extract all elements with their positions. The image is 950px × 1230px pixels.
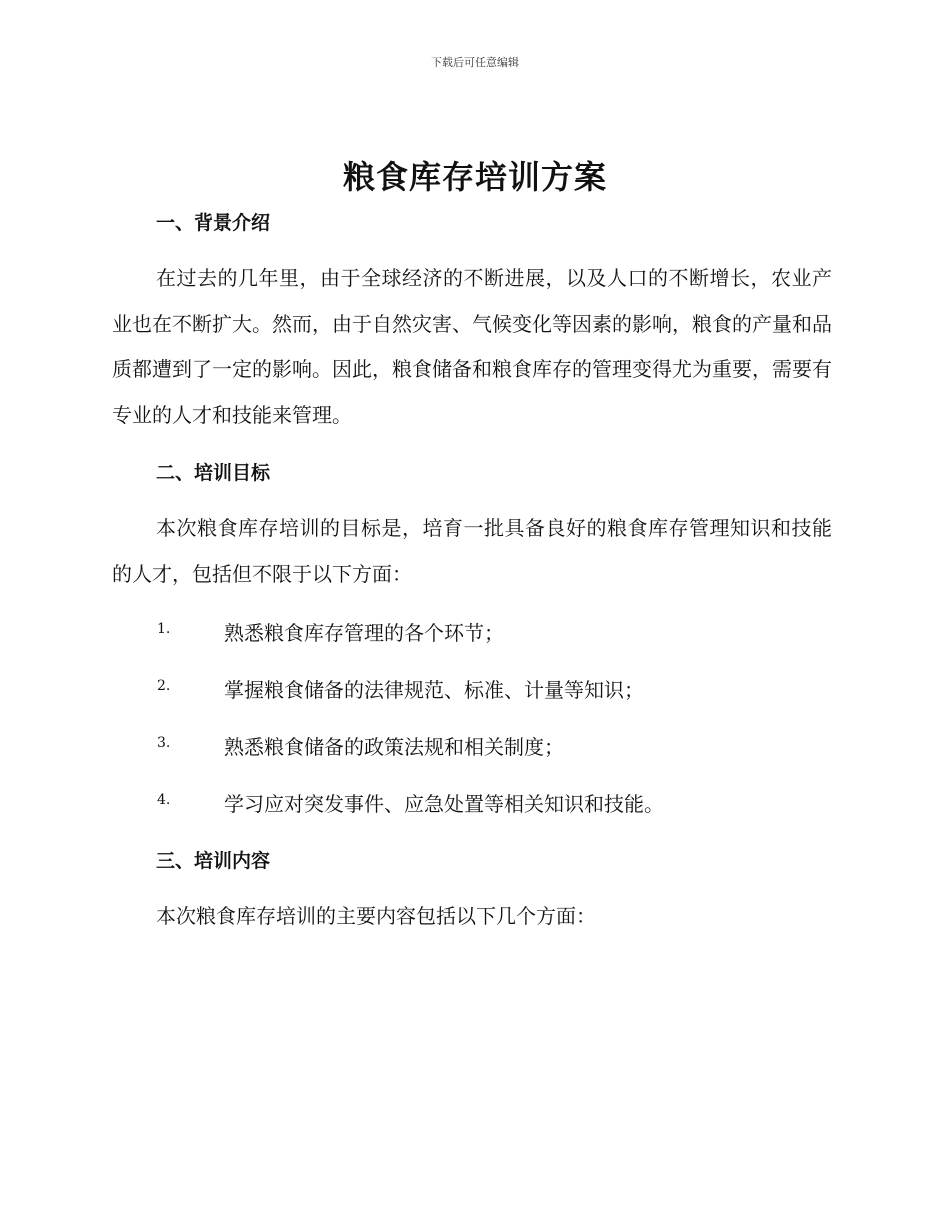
section-heading-background: 一、背景介绍 [156, 212, 271, 234]
list-text: 熟悉粮食库存管理的各个环节； [224, 621, 504, 645]
list-item [0, 788, 950, 818]
header-note: 下载后可任意编辑 [431, 56, 519, 69]
paragraph-goals: 本次粮食库存培训的目标是，培育一批具备良好的粮食库存管理知识和技能的人才，包括但不限于以下方面： [112, 516, 832, 586]
list-item [0, 674, 950, 704]
list-number: 4. [157, 792, 171, 808]
list-item [0, 731, 950, 761]
list-number: 1. [157, 621, 171, 637]
list-number: 3. [157, 735, 171, 751]
section-heading-goals: 二、培训目标 [156, 462, 271, 484]
list-item [0, 617, 950, 647]
document-title: 粮食库存培训方案 [342, 158, 607, 196]
list-text: 熟悉粮食储备的政策法规和相关制度； [224, 735, 564, 759]
paragraph-content: 本次粮食库存培训的主要内容包括以下几个方面： [156, 904, 596, 928]
paragraph-background: 在过去的几年里，由于全球经济的不断进展，以及人口的不断增长，农业产业也在不断扩大。然而，由于自然灾害、气候变化等因素的影响，粮食的产量和品质都遭到了一定的影响。因此，粮食储备和粮食库存的管理变得尤为重要，需要有专业的人才和技能来管理。 [112, 266, 832, 427]
list-text: 掌握粮食储备的法律规范、标准、计量等知识； [224, 678, 644, 702]
list-number: 2. [157, 678, 171, 694]
section-heading-content: 三、培训内容 [156, 850, 271, 872]
list-text: 学习应对突发事件、应急处置等相关知识和技能。 [224, 792, 664, 816]
